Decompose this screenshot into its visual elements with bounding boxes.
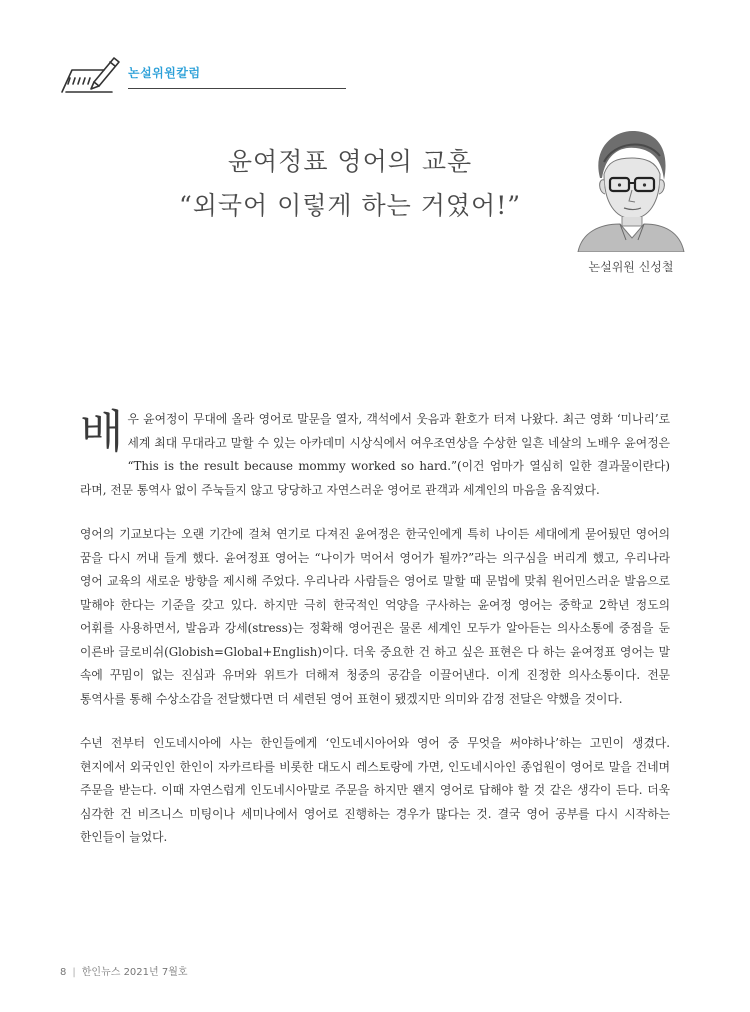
header-divider: [128, 88, 346, 89]
article-body: [80, 405, 670, 850]
title-line-2: “외국어 이렇게 하는 거였어!”: [178, 191, 522, 220]
article-paragraph-3: 수년 전부터 인도네시아에 사는 한인들에게 ‘인도네시아어와 영어 중 무엇을 써야하나’하는 고민이 생겼다. 현지에서 외국인인 한인이 자카르타를 비롯한 대도시 레스토랑에 가면, 인도네시아인 종업원이 영어로 말을 건네며 주문을 받는다. 이때 자연스럽게 인도네시아말로 주문을 하지만 왠지 영어로 답해야 할 것 같은 생각이 든다. 더욱 심각한 건 비즈니스 미팅이나 세미나에서 영어로 진행하는 경우가 많다는 것. 결국 영어 공부를 다시 시작하는 한인들이 늘었다.: [80, 736, 670, 844]
article-title: [150, 140, 550, 228]
author-byline: 논설위원 신성철: [588, 260, 674, 274]
author-portrait: [570, 122, 688, 252]
title-line-1: 윤여정표 영어의 교훈: [227, 147, 473, 176]
page-footer: [60, 963, 188, 978]
page-number: 8: [60, 967, 67, 978]
drop-cap: 배: [80, 405, 124, 458]
article-paragraph-2: 영어의 기교보다는 오랜 기간에 걸쳐 연기로 다져진 윤여정은 한국인에게 특히 나이든 세대에게 묻어뒀던 영어의 꿈을 다시 꺼내 들게 했다. 윤여정표 영어는 “나이가 먹어서 영어가 될까?”라는 의구심을 버리게 했고, 우리나라 영어 교육의 새로운 방향을 제시해 주었다. 우리나라 사람들은 영어로 말할 때 문법에 맞춰 원어민스러운 발음으로 말해야 한다는 기준을 갖고 있다. 하지만 극히 한국적인 억양을 구사하는 윤여정 영어는 중학교 2학년 정도의 어휘를 사용하면서, 발음과 강세(stress)는 정확해 영어권은 물론 세계인 모두가 알아듣는 의사소통에 중점을 둔 이른바 글로비쉬(Globish=Global+English)이다. 더욱 중요한 건 하고 싶은 표현은 다 하는 윤여정표 영어는 말 속에 꾸밈이 없는 진심과 유머와 위트가 더해져 청중의 공감을 이끌어낸다. 이게 진정한 의사소통이다. 전문 통역사를 통해 수상소감을 전달했다면 더 세련된 영어 표현이 됐겠지만 의미와 감정 전달은 약했을 것이다.: [80, 527, 670, 706]
section-label: 논설위원칼럼: [128, 66, 201, 80]
paragraph-1-text: 우 윤여정이 무대에 올라 영어로 말문을 열자, 객석에서 웃음과 환호가 터져 나왔다. 최근 영화 ‘미나리’로 세계 최대 무대라고 말할 수 있는 아카데미 시상식에서 여우조연상을 수상한 일흔 네살의 노배우 윤여정은 “This is the result because mommy worked so hard.”(이건 엄마가 열심히 일한 결과물이란다)라며, 전문 통역사 없이 주눅들지 않고 당당하고 자연스러운 영어로 관객과 세계인의 마음을 움직였다.: [80, 412, 670, 497]
writing-pen-icon: [58, 52, 122, 98]
footer-separator: |: [72, 967, 76, 978]
article-paragraph-1: [80, 405, 670, 502]
publication-name: 한인뉴스 2021년 7월호: [81, 967, 188, 978]
section-header: [58, 52, 348, 98]
